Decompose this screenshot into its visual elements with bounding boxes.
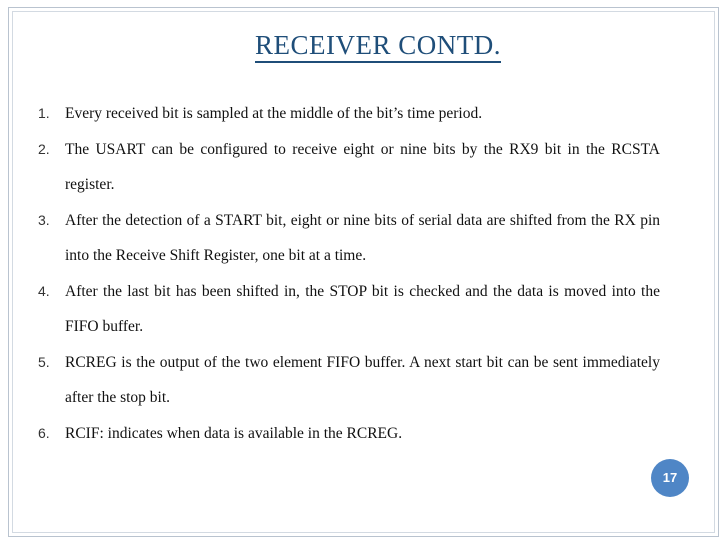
list-item-text: Every received bit is sampled at the middle of the bit’s time period. (65, 105, 483, 122)
list-item-text: After the last bit has been shifted in, the STOP bit is checked and the data is moved into the FIFO buffer. (65, 283, 660, 335)
list-item-number: 2. (38, 141, 50, 157)
list-item (38, 345, 660, 415)
list-item (38, 203, 660, 273)
slide-title (0, 30, 728, 61)
list-item (38, 416, 660, 451)
numbered-list (38, 96, 660, 452)
list-item (38, 96, 660, 131)
list-item-text: After the detection of a START bit, eight or nine bits of serial data are shifted from the RX pin into the Receive Shift Register, one bit at a time. (65, 212, 660, 264)
list-item-number: 3. (38, 212, 50, 228)
list-item-number: 5. (38, 354, 50, 370)
list-item (38, 132, 660, 202)
list-item-number: 4. (38, 283, 50, 299)
list-item (38, 274, 660, 344)
list-item-text: The USART can be configured to receive eight or nine bits by the RX9 bit in the RCSTA register. (65, 141, 660, 193)
page-number-badge: 17 (651, 459, 689, 497)
list-item-text: RCIF: indicates when data is available in the RCREG. (65, 425, 403, 442)
slide-title-text: RECEIVER CONTD. (255, 30, 501, 63)
list-item-number: 6. (38, 425, 50, 441)
list-item-text: RCREG is the output of the two element FIFO buffer. A next start bit can be sent immediately after the stop bit. (65, 354, 660, 406)
list-item-number: 1. (38, 105, 50, 121)
